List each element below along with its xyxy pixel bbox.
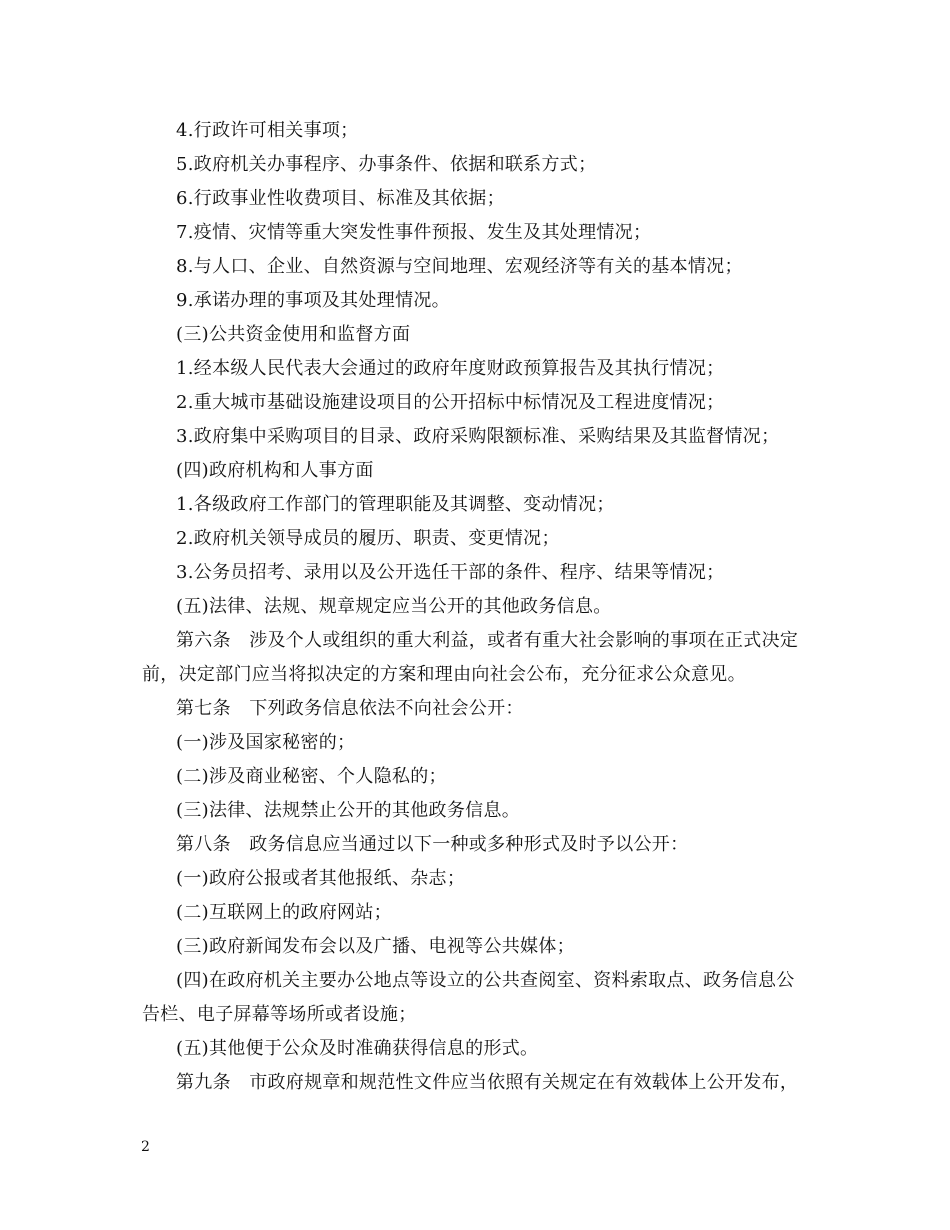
paragraph-line: 1.经本级人民代表大会通过的政府年度财政预算报告及其执行情况； <box>176 358 725 379</box>
paragraph-line: (一)涉及国家秘密的； <box>176 732 356 753</box>
paragraph-line: 9.承诺办理的事项及其处理情况。 <box>176 290 450 311</box>
paragraph-line: (一)政府公报或者其他报纸、杂志； <box>176 868 466 889</box>
paragraph-line: (四)在政府机关主要办公地点等设立的公共查阅室、资料索取点、政务信息公 <box>176 970 795 991</box>
paragraph-line: (五)法律、法规、规章规定应当公开的其他政务信息。 <box>176 596 612 617</box>
paragraph-line: (二)涉及商业秘密、个人隐私的； <box>176 766 447 787</box>
article-line: 第八条 政务信息应当通过以下一种或多种形式及时予以公开： <box>176 834 689 855</box>
paragraph-line: 3.政府集中采购项目的目录、政府采购限额标准、采购结果及其监督情况； <box>176 426 780 447</box>
paragraph-line: 5.政府机关办事程序、办事条件、依据和联系方式； <box>176 154 597 175</box>
paragraph-line: 6.行政事业性收费项目、标准及其依据； <box>176 188 505 209</box>
paragraph-line: 1.各级政府工作部门的管理职能及其调整、变动情况； <box>176 494 615 515</box>
document-body <box>142 114 814 1100</box>
paragraph-line: (五)其他便于公众及时准确获得信息的形式。 <box>176 1038 539 1059</box>
paragraph-line: 2.重大城市基础设施建设项目的公开招标中标情况及工程进度情况； <box>176 392 725 413</box>
paragraph-line: 3.公务员招考、录用以及公开选任干部的条件、程序、结果等情况； <box>176 562 725 583</box>
paragraph-continuation-line: 告栏、电子屏幕等场所或者设施； <box>142 1004 417 1025</box>
article-continuation-line: 前，决定部门应当将拟决定的方案和理由向社会公布，充分征求公众意见。 <box>142 664 746 685</box>
paragraph-line: 4.行政许可相关事项； <box>176 120 359 141</box>
paragraph-line: 2.政府机关领导成员的履历、职责、变更情况； <box>176 528 560 549</box>
paragraph-line: (二)互联网上的政府网站； <box>176 902 392 923</box>
article-line: 第九条 市政府规章和规范性文件应当依照有关规定在有效载体上公开发布， <box>176 1072 799 1093</box>
paragraph-line: (三)法律、法规禁止公开的其他政务信息。 <box>176 800 521 821</box>
section-heading: (四)政府机构和人事方面 <box>176 460 374 481</box>
article-line: 第七条 下列政务信息依法不向社会公开： <box>176 698 524 719</box>
paragraph-line: 7.疫情、灾情等重大突发性事件预报、发生及其处理情况； <box>176 222 652 243</box>
article-line: 第六条 涉及个人或组织的重大利益，或者有重大社会影响的事项在正式决定 <box>176 630 799 651</box>
paragraph-line: (三)政府新闻发布会以及广播、电视等公共媒体； <box>176 936 575 957</box>
paragraph-line: 8.与人口、企业、自然资源与空间地理、宏观经济等有关的基本情况； <box>176 256 743 277</box>
section-heading: (三)公共资金使用和监督方面 <box>176 324 411 345</box>
page-number: 2 <box>141 1139 150 1155</box>
